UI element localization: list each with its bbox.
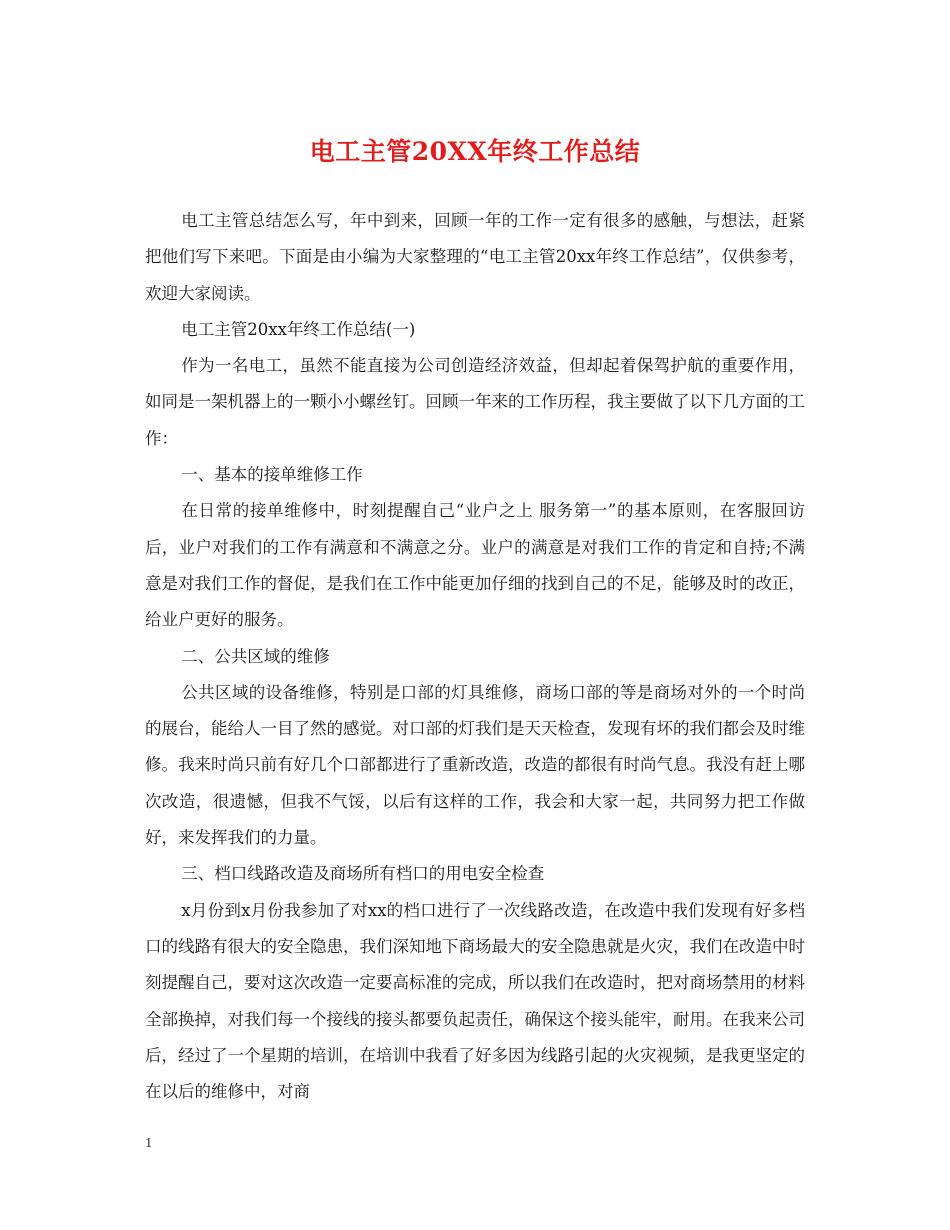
subsection-heading: 一、基本的接单维修工作	[181, 465, 363, 485]
body-paragraph: 在日常的接单维修中，时刻提醒自己“业户之上 服务第一”的基本原则，在客服回访后，业户对我们的工作有满意和不满意之分。业户的满意是对我们工作的肯定和自持;不满意是对我们工作的督促，是我们在工作中能更加仔细的找到自己的不足，能够及时的改正，给业户更好的服务。	[145, 501, 805, 630]
intro-paragraph: 电工主管总结怎么写，年中到来，回顾一年的工作一定有很多的感触，与想法，赶紧把他们写下来吧。下面是由小编为大家整理的“电工主管20xx年终工作总结”，仅供参考，欢迎大家阅读。	[145, 211, 805, 303]
body-paragraph: 公共区域的设备维修，特别是口部的灯具维修，商场口部的等是商场对外的一个时尚的展台，能给人一目了然的感觉。对口部的灯我们是天天检查，发现有坏的我们都会及时维修。我来时尚只前有好几个口部都进行了重新改造，改造的都很有时尚气息。我没有赶上哪次改造，很遗憾，但我不气馁，以后有这样的工作，我会和大家一起，共同努力把工作做好，来发挥我们的力量。	[145, 682, 805, 848]
document-body	[145, 203, 805, 1110]
body-paragraph: x月份到x月份我参加了对xx的档口进行了一次线路改造，在改造中我们发现有好多档口的线路有很大的安全隐患，我们深知地下商场最大的安全隐患就是火灾，我们在改造中时刻提醒自己，要对这次改造一定要高标准的完成，所以我们在改造时，把对商场禁用的材料全部换掉，对我们每一个接线的接头都要负起责任，确保这个接头能牢，耐用。在我来公司后，经过了一个星期的培训，在培训中我看了好多因为线路引起的火灾视频，是我更坚定的在以后的维修中，对商	[145, 900, 805, 1102]
section-heading: 电工主管20xx年终工作总结(一)	[181, 319, 416, 339]
page-number: 1	[145, 1136, 153, 1150]
subsection-heading: 二、公共区域的维修	[181, 646, 330, 666]
body-paragraph: 作为一名电工，虽然不能直接为公司创造经济效益，但却起着保驾护航的重要作用，如同是一架机器上的一颗小小螺丝钉。回顾一年来的工作历程，我主要做了以下几方面的工作：	[145, 356, 805, 448]
document-title: 电工主管20XX年终工作总结	[309, 137, 641, 166]
subsection-heading: 三、档口线路改造及商场所有档口的用电安全检查	[181, 864, 545, 884]
